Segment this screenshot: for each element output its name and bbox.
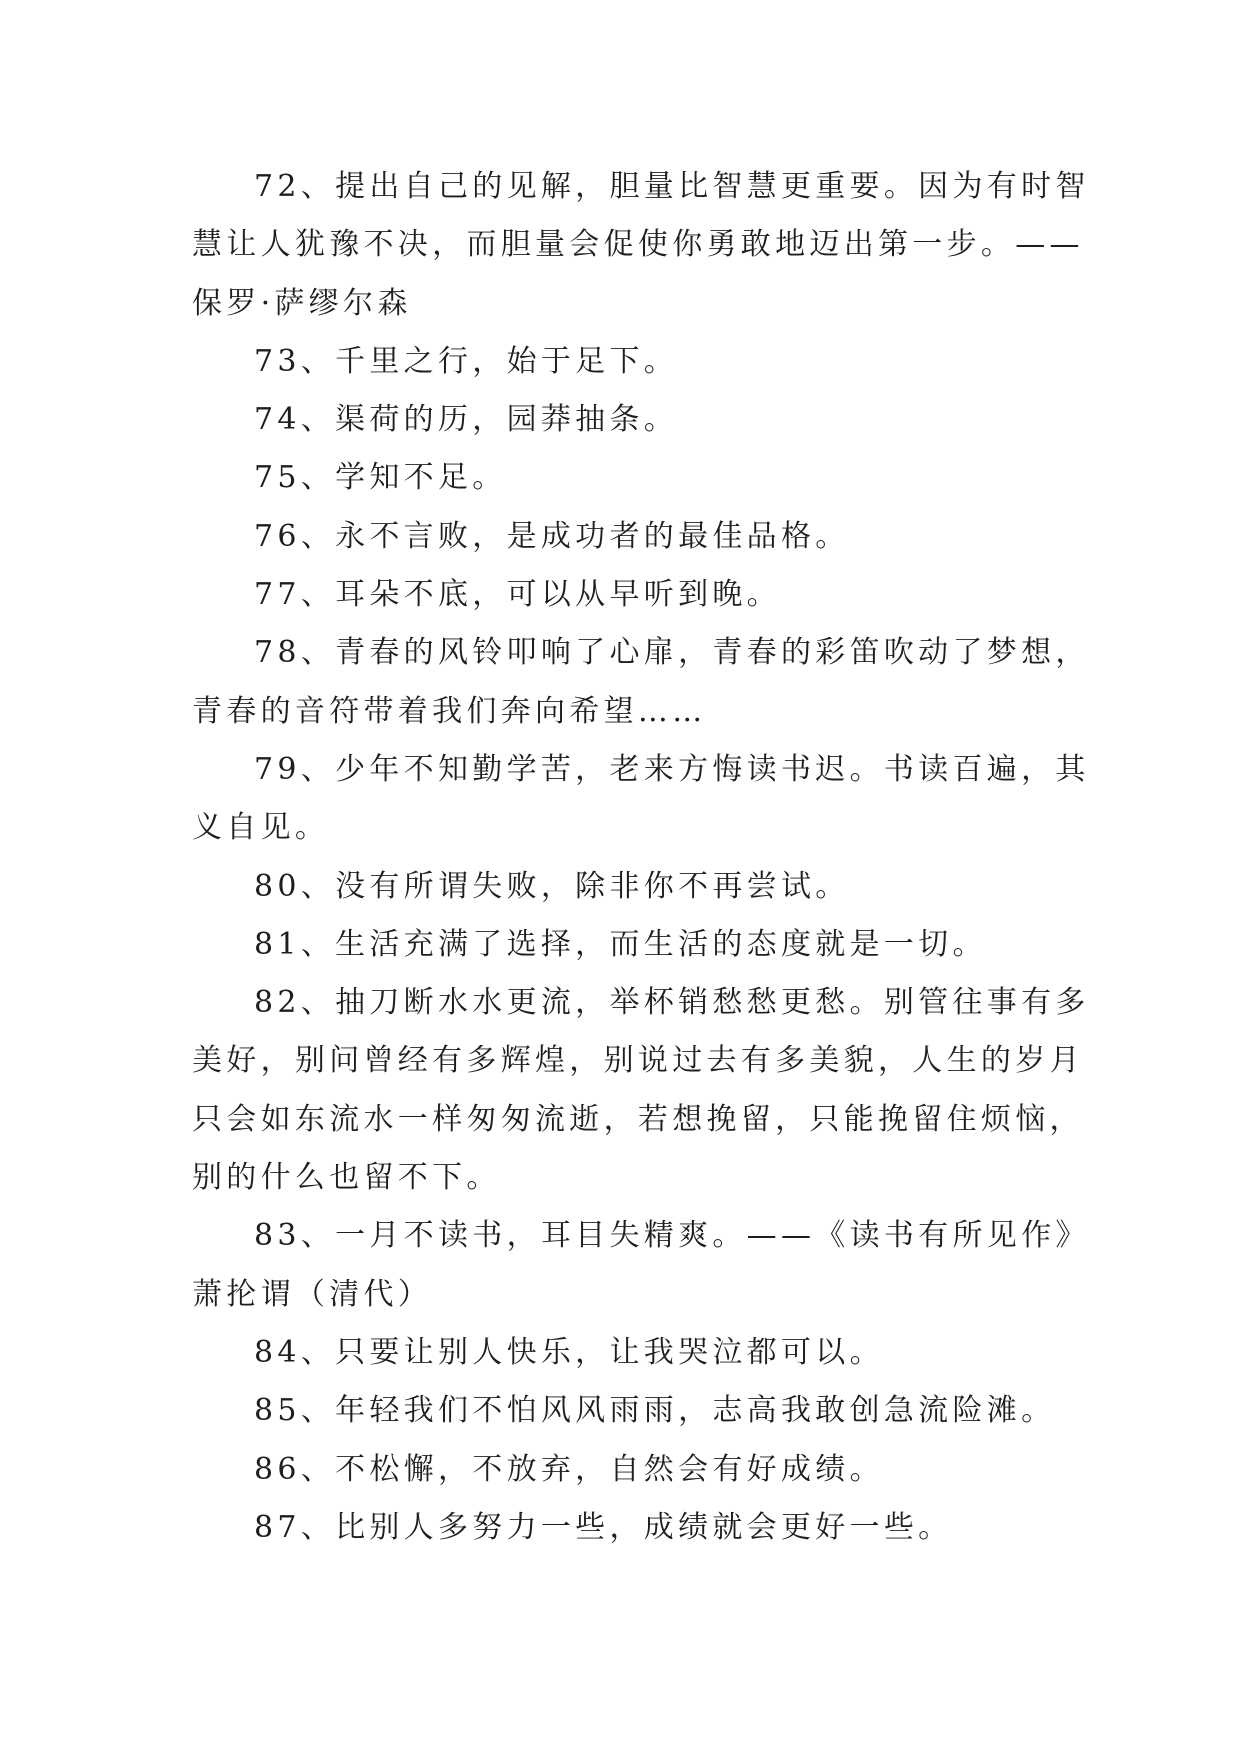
quote-paragraph <box>192 449 1072 507</box>
quote-first-line: 76、永不言败，是成功者的最佳品格。 <box>254 518 850 554</box>
quote-continuation-line: 保罗·萨缪尔森 <box>192 285 412 321</box>
quote-first-line: 73、千里之行，始于足下。 <box>254 343 679 379</box>
quote-first-line: 80、没有所谓失败，除非你不再尝试。 <box>254 868 850 904</box>
quote-paragraph <box>192 916 1072 974</box>
quote-continuation-line: 慧让人犹豫不决，而胆量会促使你勇敢地迈出第一步。—— <box>192 227 1084 263</box>
quote-first-line: 78、青春的风铃叩响了心扉，青春的彩笛吹动了梦想， <box>254 635 1090 671</box>
quote-paragraph <box>192 974 1090 1207</box>
quote-first-line: 81、生活充满了选择，而生活的态度就是一切。 <box>254 926 987 962</box>
quote-continuation-line: 萧抡谓（清代） <box>192 1276 433 1312</box>
quote-first-line: 87、比别人多努力一些，成绩就会更好一些。 <box>254 1509 953 1545</box>
quote-paragraph <box>192 333 1072 391</box>
quote-paragraph <box>192 1499 1072 1557</box>
quote-first-line: 77、耳朵不底，可以从早听到晚。 <box>254 577 781 613</box>
quote-paragraph <box>192 1207 1090 1324</box>
quote-first-line: 82、抽刀断水水更流，举杯销愁愁更愁。别管往事有多 <box>254 985 1090 1021</box>
quote-paragraph <box>192 1324 1072 1382</box>
quote-first-line: 83、一月不读书，耳目失精爽。——《读书有所见作》 <box>254 1218 1090 1254</box>
quote-first-line: 74、渠荷的历，园莽抽条。 <box>254 402 679 438</box>
quote-first-line: 79、少年不知勤学苦，老来方悔读书迟。书读百遍，其 <box>254 751 1090 787</box>
quote-continuation-line: 青春的音符带着我们奔向希望…… <box>192 693 707 729</box>
quote-first-line: 85、年轻我们不怕风风雨雨，志高我敢创急流险滩。 <box>254 1393 1056 1429</box>
quote-paragraph <box>192 1441 1072 1499</box>
quote-paragraph <box>192 158 1090 333</box>
quote-continuation-line: 只会如东流水一样匆匆流逝，若想挽留，只能挽留住烦恼， <box>192 1101 1084 1137</box>
quote-paragraph <box>192 1382 1072 1440</box>
quote-continuation-line: 美好，别问曾经有多辉煌，别说过去有多美貌，人生的岁月 <box>192 1043 1084 1079</box>
quote-paragraph <box>192 391 1072 449</box>
quote-continuation-line: 义自见。 <box>192 810 330 846</box>
quote-paragraph <box>192 858 1072 916</box>
quote-paragraph <box>192 508 1072 566</box>
quote-continuation-line: 别的什么也留不下。 <box>192 1160 501 1196</box>
quote-paragraph <box>192 566 1072 624</box>
document-body <box>192 158 1090 1557</box>
quote-paragraph <box>192 624 1090 741</box>
quote-first-line: 84、只要让别人快乐，让我哭泣都可以。 <box>254 1334 884 1370</box>
quote-first-line: 86、不松懈，不放弃，自然会有好成绩。 <box>254 1451 884 1487</box>
quote-first-line: 75、学知不足。 <box>254 460 507 496</box>
quote-first-line: 72、提出自己的见解，胆量比智慧更重要。因为有时智 <box>254 169 1090 204</box>
quote-paragraph <box>192 741 1090 858</box>
